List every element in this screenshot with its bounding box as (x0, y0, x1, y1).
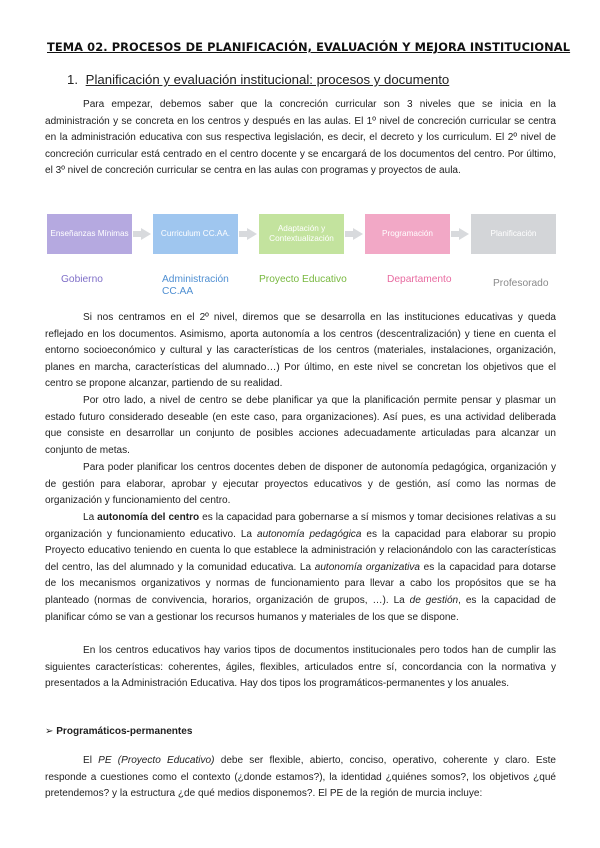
diagram-box-adaptacion: Adaptación y Contextualización (259, 214, 344, 254)
arrow-right-icon (247, 228, 257, 240)
paragraph-segundo-nivel: Si nos centramos en el 2º nivel, diremos que se desarrolla en las instituciones educativas y queda reflejado en los documentos. Asimismo, aporta autonomía a los centros (descentralización) y tiene en cuenta el entorno socioeconómico y cultural y las características de los centros (materiales, instalaciones, organización, planes en marcha, características del alumnado…) Por último, en este nivel se concretan los objetivos que el centro se propone alcanzar, partiendo de su realidad. (45, 312, 556, 390)
arrow-right-icon (353, 228, 363, 240)
paragraph-planificar: Por otro lado, a nivel de centro se debe planificar ya que la planificación permite pensar y plasmar un estado futuro considerado deseable (en este caso, para organizaciones). Así pues, es una actividad deliberada que consiste en desarrollar un conjunto de posibles acciones adecuadamente articuladas para alcanzar un conjunto de metas. (45, 395, 556, 456)
bullet-programaticos: ➢ Programáticos-permanentes (45, 726, 193, 737)
diagram-label-administracion: Administración CC.AA (162, 274, 229, 297)
text-fragment: es la capacidad para dotarse de los mecanismos organizativos y normas de funcionamiento para llevar a cabo los propósitos que se ha planteado (normas de convivencia, horarios, organización de grupos, …). La (45, 561, 556, 606)
concrecion-diagram (47, 214, 557, 306)
term-gestion: de gestión (409, 594, 459, 606)
paragraph-proyecto-educativo (45, 753, 556, 803)
term-autonomia-organizativa: autonomía organizativa (314, 561, 421, 573)
text-fragment: es la capacidad para elaborar su propio Proyecto educativo teniendo en cuenta lo que establece la administración y relacionándolo con las características del centro, las del alumnado y la comunidad educativa. La (45, 528, 556, 573)
diagram-box-programacion: Programación (365, 214, 450, 254)
arrow-right-icon (459, 228, 469, 240)
section-number: 1. (67, 72, 78, 87)
term-autonomia-pedagogica: autonomía pedagógica (257, 528, 362, 540)
paragraph-autonomia-intro: Para poder planificar los centros docentes deben de disponer de autonomía pedagógica, organización y de gestión para elaborar, aprobar y ejecutar proyectos educativos y de gestión, así como las normas de organización y funcionamiento del centro. (45, 462, 556, 507)
diagram-box-curriculum: Curriculum CC.AA. (153, 214, 238, 254)
diagram-box-planificacion: Planificación (471, 214, 556, 254)
diagram-label-profesorado: Profesorado (493, 278, 549, 289)
term-autonomia-centro: autonomía del centro (97, 512, 200, 523)
text-fragment: debe ser flexible, abierto, conciso, operativo, coherente y claro. Este responde a cuestiones como el contexto (¿donde estamos?), la identidad ¿quiénes somos?, los objetivos ¿qué pretendemos? y la estructura ¿de qué medios disponemos?. El PE de la región de murcia incluye: (45, 755, 557, 800)
diagram-label-gobierno: Gobierno (61, 274, 103, 285)
section-heading (67, 72, 449, 87)
text-fragment: , es la capacidad de planificar cómo se van a gestionar los recursos humanos y materiales de los que se dispone. (45, 594, 556, 623)
paragraph-documentos: En los centros educativos hay varios tipos de documentos institucionales pero todos han de cumplir las siguientes características: coherentes, ágiles, flexibles, articulados entre sí, concordancia con la normativa y presentados a la Administración Educativa. Hay dos tipos los programáticos-permanentes y los anuales. (45, 645, 556, 690)
paragraph-concrecion: Para empezar, debemos saber que la concreción curricular son 3 niveles que se inicia en la administración y se concreta en los centros y después en las aulas. El 1º nivel de concreción curricular se centra en la administración educativa con sus respectiva legislación, es decir, el decreto y los curriculum. El 2º nivel de concreción curricular está centrado en el centro docente y se encargará de los documentos del centro. Por último, el 3º nivel de concreción curricular se centra en las aulas con programas y proyectos de aula. (45, 99, 556, 177)
diagram-label-departamento: Departamento (387, 274, 452, 285)
diagram-label-proyecto: Proyecto Educativo (259, 274, 347, 285)
diagram-box-ensenanzas: Enseñanzas Mínimas (47, 214, 132, 254)
paragraph-autonomia (45, 510, 556, 626)
term-proyecto-educativo: PE (Proyecto Educativo) (98, 755, 215, 766)
text-fragment: es la capacidad para gobernarse a sí mismos y tomar decisiones relativas a su organización y funcionamiento educativo. La (45, 512, 556, 540)
text-fragment: La (83, 512, 98, 523)
document-title: TEMA 02. PROCESOS DE PLANIFICACIÓN, EVALUACIÓN Y MEJORA INSTITUCIONAL (47, 40, 571, 54)
section-heading-text: Planificación y evaluación institucional: procesos y documento (85, 72, 450, 87)
text-fragment: El (83, 755, 99, 766)
arrow-right-icon (141, 228, 151, 240)
